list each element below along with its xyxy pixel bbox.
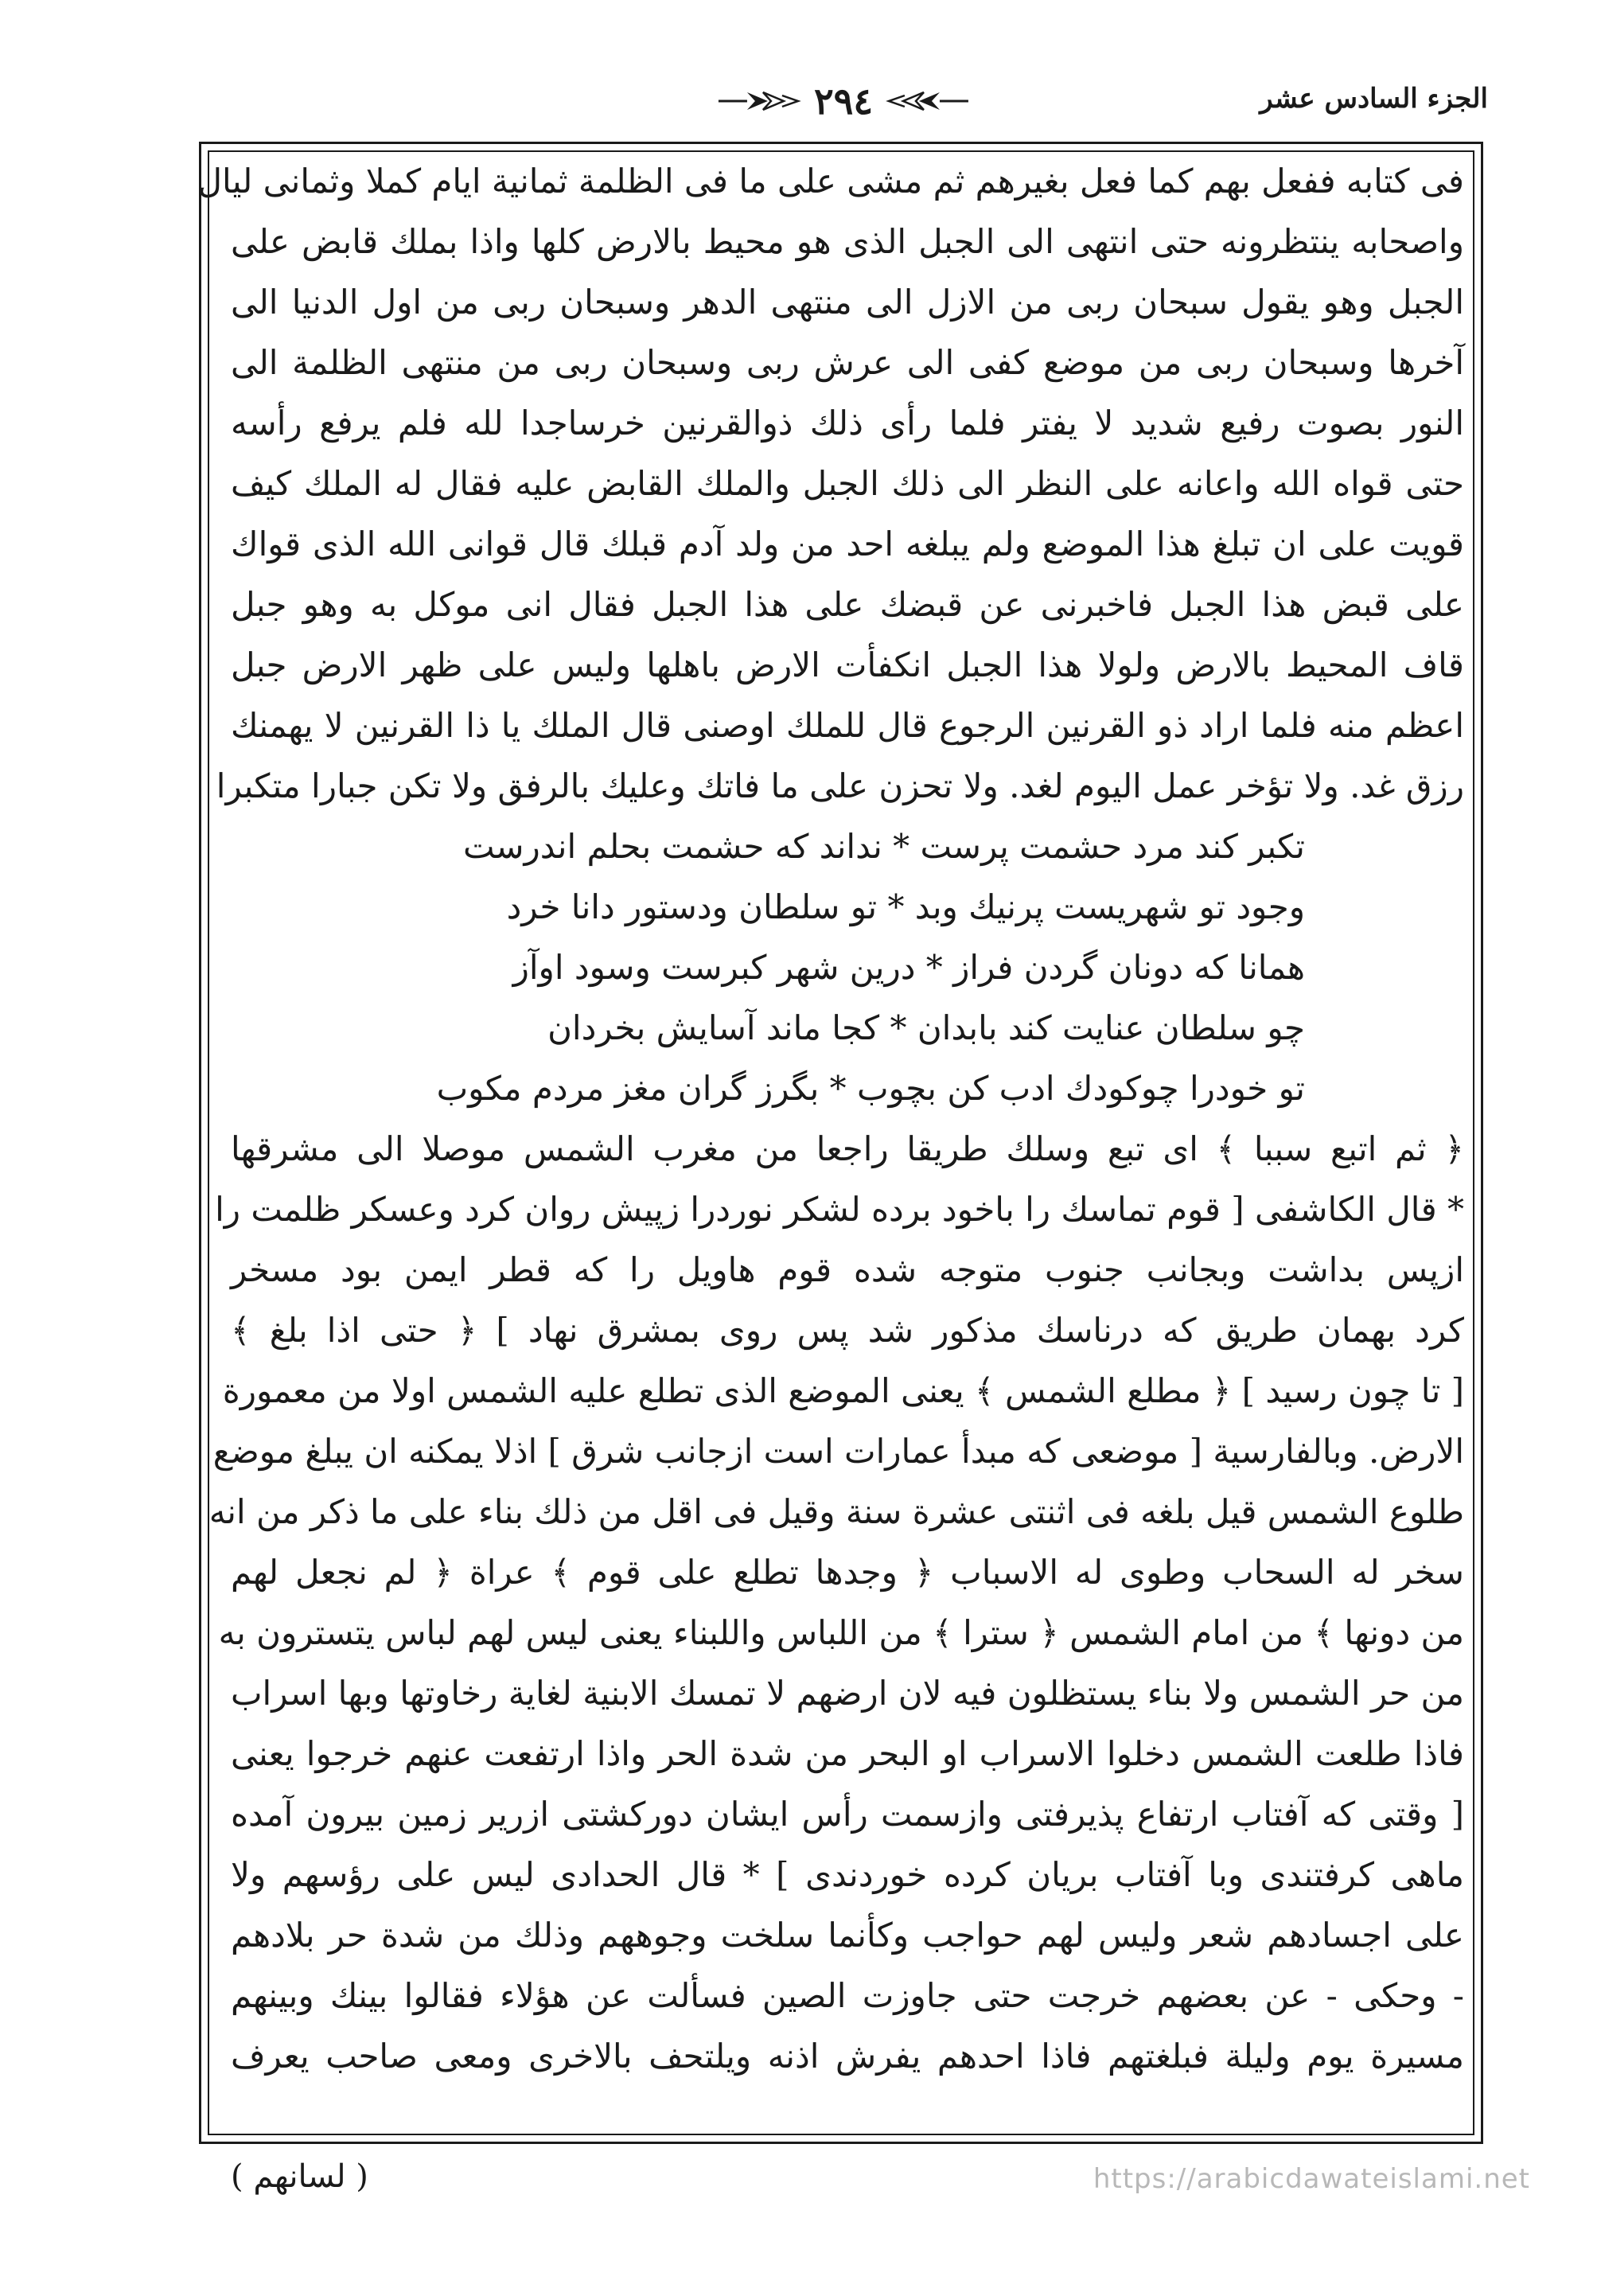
page-number: ٢٩٤ [813, 80, 874, 123]
text-line: [ تا چون رسيد ] ﴿ مطلع الشمس ﴾ يعنى الموضع الذى تطلع عليه الشمس اولا من معمورة [222, 1371, 1464, 1410]
watermark-url[interactable]: https://arabicdawateislami.net [1093, 2163, 1530, 2195]
text-line: حتى قواه الله واعانه على النظر الى ذلك الجبل والملك القابض عليه فقال له الملك كيف [231, 464, 1464, 503]
text-line: فى كتابه ففعل بهم كما فعل بغيرهم ثم مشى على ما فى الظلمة ثمانية ايام كملا وثمانى ليال [197, 162, 1464, 201]
text-line: اعظم منه فلما اراد ذو القرنين الرجوع قال للملك اوصنى قال الملك يا ذا القرنين لا يهمنك [231, 706, 1464, 745]
text-line: طلوع الشمس قيل بلغه فى اثنتى عشرة سنة وقيل فى اقل من ذلك بناء على ما ذكر من انه [208, 1492, 1464, 1531]
text-line: النور بصوت رفيع شديد لا يفتر فلما رأى ذلك ذوالقرنين خرساجدا لله فلم يرفع رأسه [231, 403, 1464, 442]
left-ornament-icon [715, 88, 803, 115]
text-line: من دونها ﴾ من امام الشمس ﴿ سترا ﴾ من اللباس واللبناء يعنى ليس لهم لباس يتسترون به [218, 1613, 1464, 1652]
persian-verses [231, 817, 1464, 1119]
verse-line: تكبر كند مرد حشمت پرست * نداند كه حشمت بحلم اندرست [463, 827, 1305, 866]
verse-line: همانا كه دونان گردن فراز * درين شهر كبرست وسود اوآز [512, 948, 1305, 987]
text-line: ماهى كرفتندى وبا آفتاب بريان كرده خوردندى ] * قال الحدادى ليس على رؤسهم ولا [231, 1855, 1464, 1894]
page-header [199, 70, 1488, 142]
text-line: مسيرة يوم وليلة فبلغتهم فاذا احدهم يفرش اذنه ويلتحف بالاخرى ومعى صاحب يعرف [231, 2037, 1464, 2076]
text-line: [ وقتى كه آفتاب ارتفاع پذيرفتى وازسمت رأس ايشان دوركشتى ازرير زمين بيرون آمده [231, 1795, 1464, 1834]
text-line: من حر الشمس ولا بناء يستظلون فيه لان ارضهم لا تمسك الابنية لغاية رخاوتها وبها اسراب [231, 1674, 1464, 1713]
text-line: ﴿ ثم اتبع سببا ﴾ اى تبع وسلك طريقا راجعا من مغرب الشمس موصلا الى مشرقها [231, 1129, 1464, 1168]
text-line: سخر له السحاب وطوى له الاسباب ﴿ وجدها تطلع على قوم ﴾ عراة ﴿ لم نجعل لهم [231, 1553, 1464, 1592]
text-line: رزق غد. ولا تؤخر عمل اليوم لغد. ولا تحزن على ما فاتك وعليك بالرفق ولا تكن جبارا متكبرا [216, 766, 1464, 805]
page-number-block [715, 80, 972, 123]
main-text [197, 151, 1464, 2087]
text-line: الجبل وهو يقول سبحان ربى من الازل الى منتهى الدهر وسبحان ربى من اول الدنيا الى [231, 283, 1464, 322]
text-line: فاذا طلعت الشمس دخلوا الاسراب او البحر من شدة الحر واذا ارتفعت عنهم خرجوا يعنى [231, 1734, 1464, 1773]
text-line: قاف المحيط بالارض ولولا هذا الجبل انكفأت الارض باهلها وليس على ظهر الارض جبل [231, 645, 1464, 684]
text-line: * قال الكاشفى [ قوم تماسك را باخود برده لشكر نوردرا زپيش روان كرد وعسكر ظلمت را [215, 1190, 1464, 1229]
verse-line: وجود تو شهريست پرنيك وبد * تو سلطان ودستور دانا خرد [506, 887, 1305, 926]
text-line: ازپس بداشت وبجانب جنوب متوجه شده قوم هاويل را كه قطر ايمن بود مسخر [231, 1250, 1464, 1289]
text-line: كرد بهمان طريق كه درناسك مذكور شد پس روى بمشرق نهاد ] ﴿ حتى اذا بلغ ﴾ [231, 1311, 1464, 1350]
verse-line: تو خودرا چوكودك ادب كن بچوب * بگرز گران مغز مردم مكوب [436, 1069, 1305, 1108]
text-line: واصحابه ينتظرونه حتى انتهى الى الجبل الذى هو محيط بالارض كلها واذا بملك قابض على [231, 222, 1464, 261]
catchword: ( لسانهم ) [231, 2158, 368, 2195]
text-line: على اجسادهم شعر وليس لهم حواجب وكأنما سلخت وجوههم وذلك من شدة حر بلادهم [231, 1916, 1464, 1955]
text-line: الارض. وبالفارسية [ موضعى كه مبدأ عمارات است ازجانب شرق ] اذلا يمكنه ان يبلغ موضع [212, 1432, 1464, 1471]
verse-line: چو سلطان عنايت كند بابدان * كجا ماند آسايش بخردان [547, 1008, 1305, 1047]
text-line: على قبض هذا الجبل فاخبرنى عن قبضك على هذا الجبل فقال انى موكل به وهو جبل [231, 585, 1464, 624]
running-head: الجزء السادس عشر [1260, 83, 1488, 115]
right-ornament-icon [884, 88, 972, 115]
text-line: قويت على ان تبلغ هذا الموضع ولم يبلغه احد من ولد آدم قبلك قال قوانى الله الذى قواك [231, 524, 1464, 563]
text-line: - وحكى - عن بعضهم خرجت حتى جاوزت الصين فسألت عن هؤلاء فقالوا بينك وبينهم [231, 1976, 1464, 2015]
text-line: آخرها وسبحان ربى من موضع كفى الى عرش ربى وسبحان ربى من منتهى الظلمة الى [231, 343, 1464, 382]
